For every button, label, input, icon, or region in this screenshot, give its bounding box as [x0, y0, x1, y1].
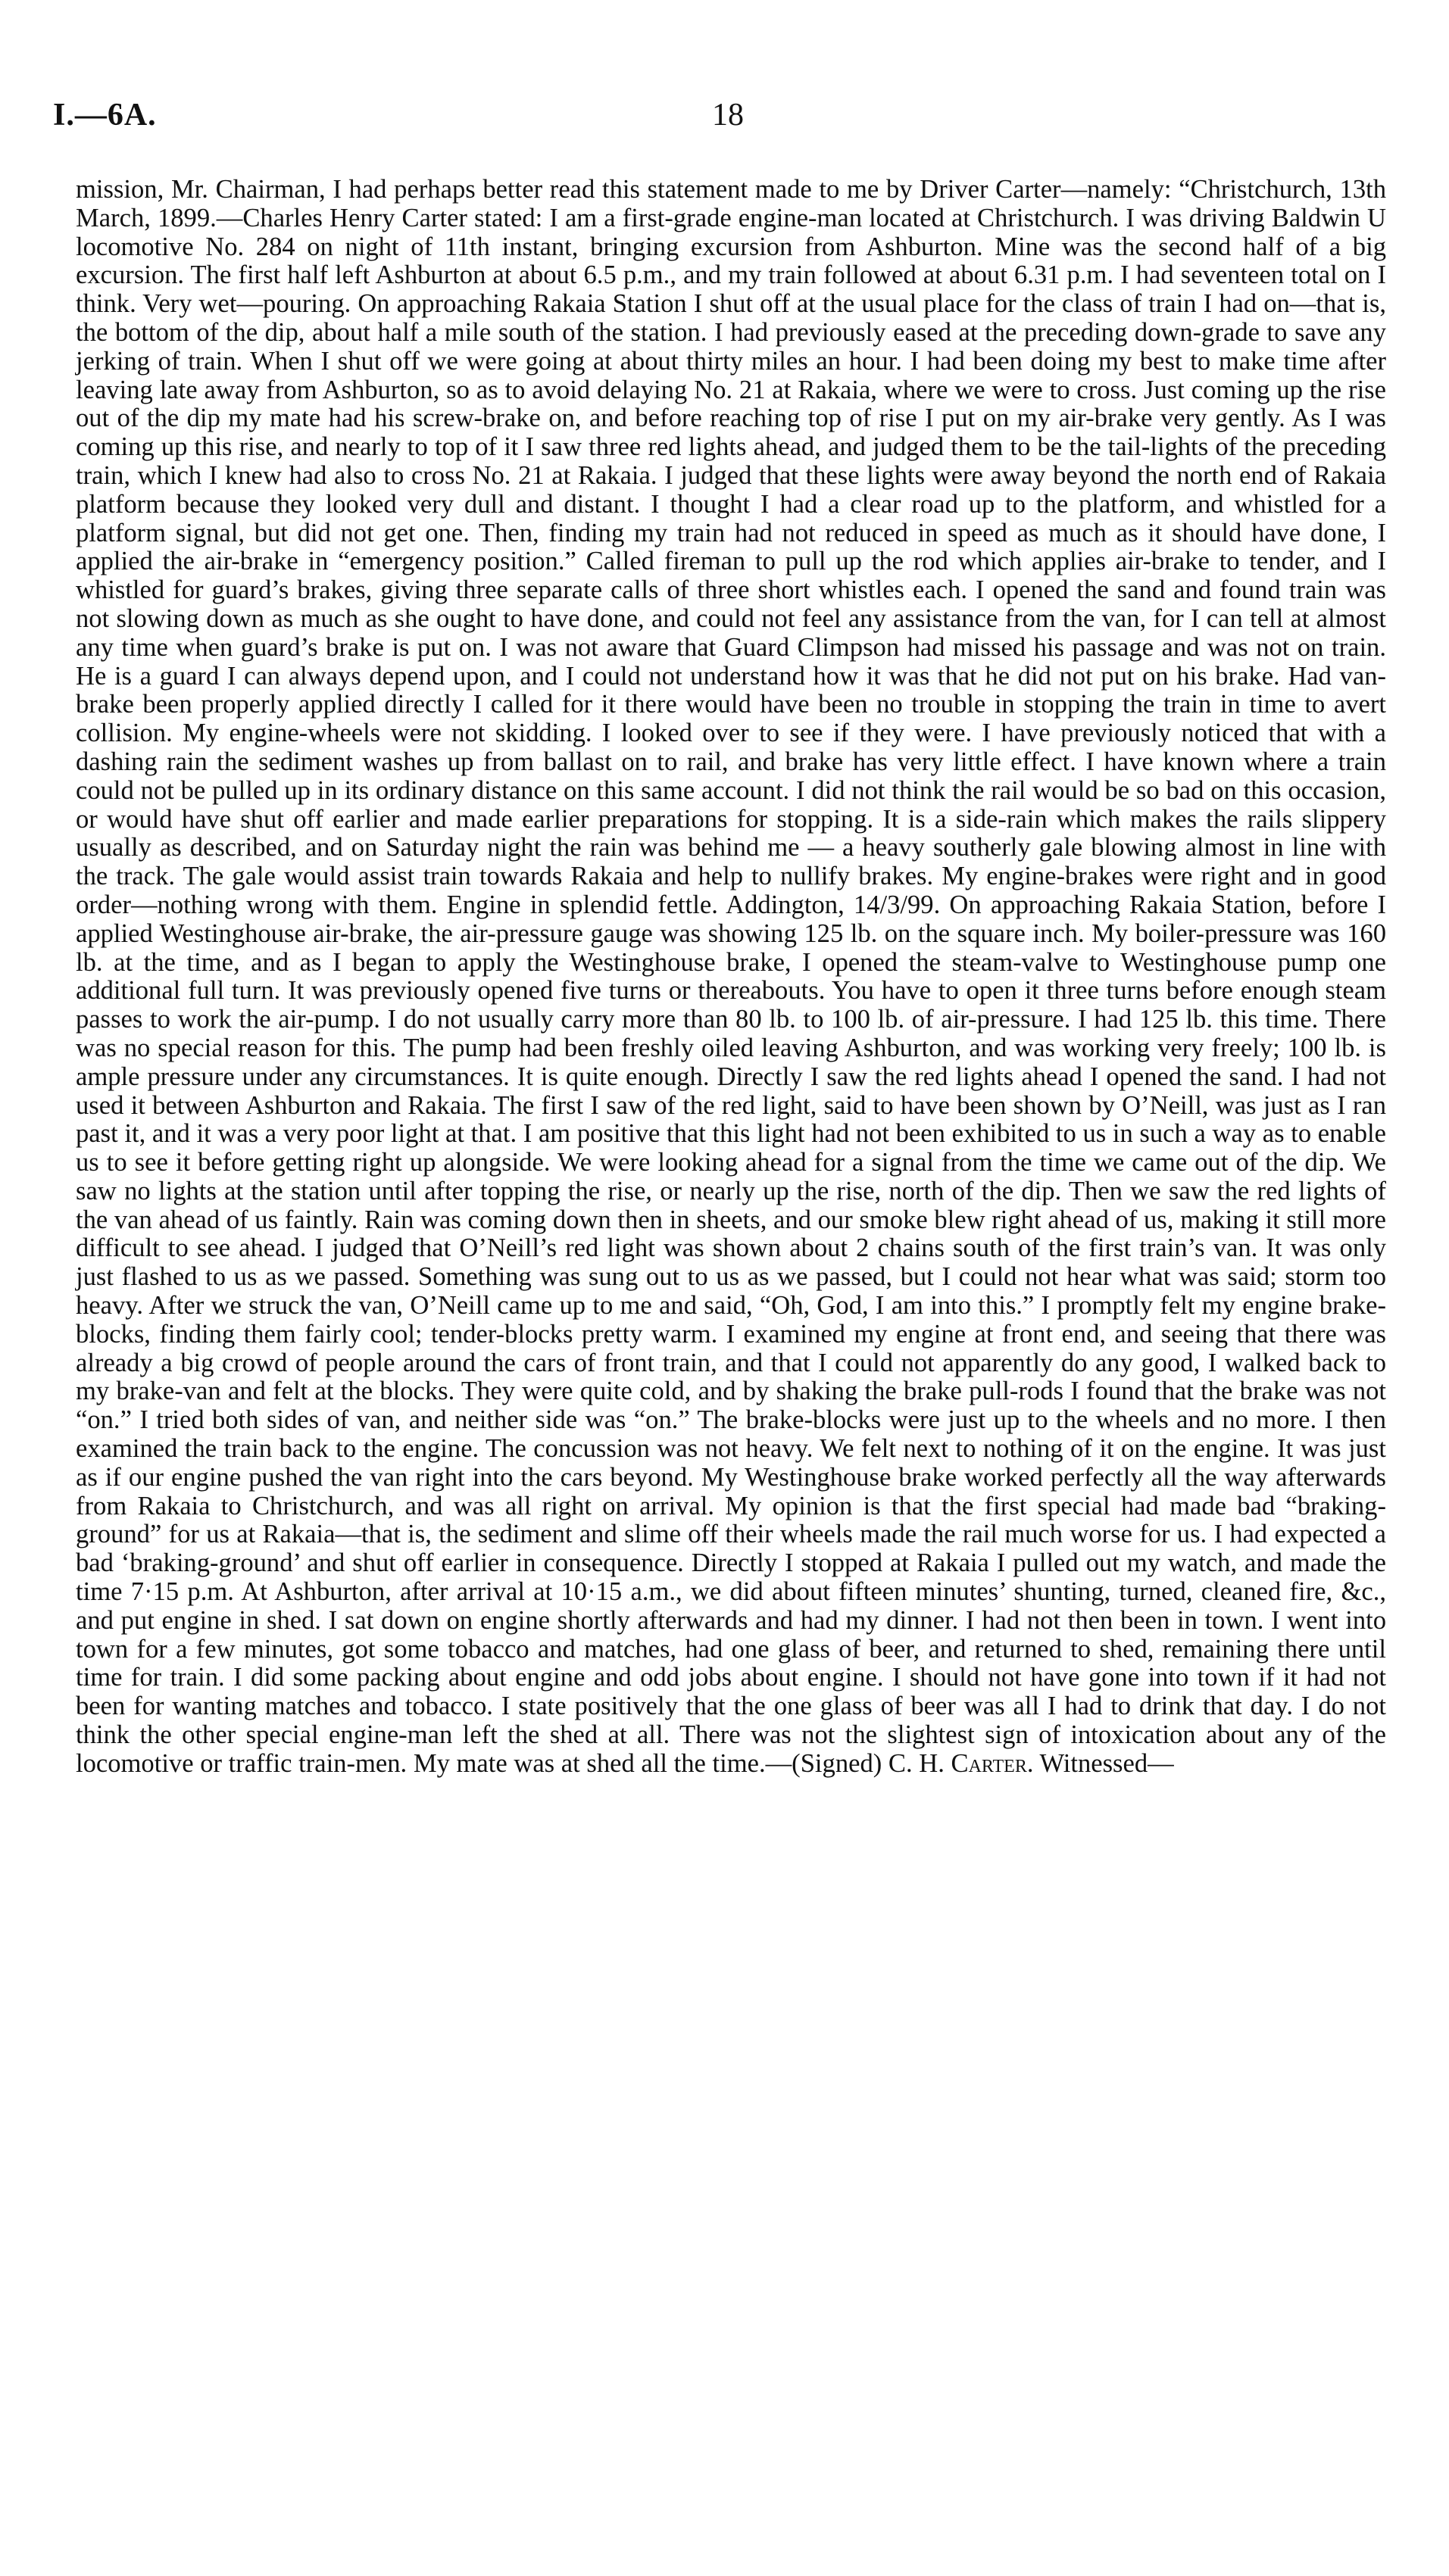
page-number: 18: [712, 98, 744, 133]
page-header: [53, 97, 1386, 142]
body-paragraph: [76, 176, 1386, 1779]
statement-text: mission, Mr. Chairman, I had perhaps better read this statement made to me by Driver Carter—namely: “Christchurch, 13th March, 1899.—Charles Henry Carter stated: I am a first-grade engine-man located at Christchurch. I was driving Baldwin U locomotive No. 284 on night of 11th instant, bringing excursion from Ashburton. Mine was the second half of a big excursion. The first half left Ashburton at about 6.5 p.m., and my train followed at about 6.31 p.m. I had seventeen total on I think. Very wet—pouring. On approaching Rakaia Station I shut off at the usual place for the class of train I had on—that is, the bottom of the dip, about half a mile south of the station. I had previously eased at the preceding down-grade to save any jerking of train. When I shut off we were going at about thirty miles an hour. I had been doing my best to make time after leaving late away from Ashburton, so as to avoid delaying No. 21 at Rakaia, where we were to cross. Just coming up the rise out of the dip my mate had his screw-brake on, and before reaching top of rise I put on my air-brake very gently. As I was coming up this rise, and nearly to top of it I saw three red lights ahead, and judged them to be the tail-lights of the preceding train, which I knew had also to cross No. 21 at Rakaia. I judged that these lights were away beyond the north end of Rakaia platform because they looked very dull and distant. I thought I had a clear road up to the platform, and whistled for a platform signal, but did not get one. Then, finding my train had not reduced in speed as much as it should have done, I applied the air-brake in “emergency position.” Called fireman to pull up the rod which applies air-brake to tender, and I whistled for guard’s brakes, giving three separate calls of three short whistles each. I opened the sand and found train was not slowing down as much as she ought to have done, and could not feel any assistance from the van, for I can tell at almost any time when guard’s brake is put on. I was not aware that Guard Climpson had missed his passage and was not on train. He is a guard I can always depend upon, and I could not understand how it was that he did not put on his brake. Had van-brake been properly applied directly I called for it there would have been no trouble in stopping the train in time to avert collision. My engine-wheels were not skidding. I looked over to see if they were. I have previously noticed that with a dashing rain the sediment washes up from ballast on to rail, and brake has very little effect. I have known where a train could not be pulled up in its ordinary distance on this same account. I did not think the rail would be so bad on this occasion, or would have shut off earlier and made earlier preparations for stopping. It is a side-rain which makes the rails slippery usually as described, and on Saturday night the rain was behind me — a heavy southerly gale blowing almost in line with the track. The gale would assist train towards Rakaia and help to nullify brakes. My engine-brakes were right and in good order—nothing wrong with them. Engine in splendid fettle. Addington, 14/3/99. On approaching Rakaia Station, before I applied Westinghouse air-brake, the air-pressure gauge was showing 125 lb. on the square inch. My boiler-pressure was 160 lb. at the time, and as I began to apply the Westinghouse brake, I opened the steam-valve to Westinghouse pump one additional full turn. It was previously opened five turns or thereabouts. You have to open it three turns before enough steam passes to work the air-pump. I do not usually carry more than 80 lb. to 100 lb. of air-pressure. I had 125 lb. this time. There was no special reason for this. The pump had been freshly oiled leaving Ashburton, and was working very freely; 100 lb. is ample pressure under any circumstances. It is quite enough. Directly I saw the red lights ahead I opened the sand. I had not used it between Ashburton and Rakaia. The first I saw of the red light, said to have been shown by O’Neill, was just as I ran past it, and it was a very poor light at that. I am positive that this light had not been exhibited to us in such a way as to enable us to see it before getting right up alongside. We were looking ahead for a signal from the time we came out of the dip. We saw no lights at the station until after topping the rise, or nearly up the rise, north of the dip. Then we saw the red lights of the van ahead of us faintly. Rain was coming down then in sheets, and our smoke blew right ahead of us, making it still more difficult to see ahead. I judged that O’Neill’s red light was shown about 2 chains south of the first train’s van. It was only just flashed to us as we passed. Something was sung out to us as we passed, but I could not hear what was said; storm too heavy. After we struck the van, O’Neill came up to me and said, “Oh, God, I am into this.” I promptly felt my engine brake-blocks, finding them fairly cool; tender-blocks pretty warm. I examined my engine at front end, and seeing that there was already a big crowd of people around the cars of front train, and that I could not apparently do any good, I walked back to my brake-van and felt at the blocks. They were quite cold, and by shaking the brake pull-rods I found that the brake was not “on.” I tried both sides of van, and neither side was “on.” The brake-blocks were just up to the wheels and no more. I then examined the train back to the engine. The concussion was not heavy. We felt next to nothing of it on the engine. It was just as if our engine pushed the van right into the cars beyond. My Westinghouse brake worked perfectly all the way afterwards from Rakaia to Christchurch, and was all right on arrival. My opinion is that the first special had made bad “braking-ground” for us at Rakaia—that is, the sediment and slime off their wheels made the rail much worse for us. I had expected a bad ‘braking-ground’ and shut off earlier in consequence. Directly I stopped at Rakaia I pulled out my watch, and made the time 7·15 p.m. At Ashburton, after arrival at 10·15 a.m., we did about fifteen minutes’ shunting, turned, cleaned fire, &c., and put engine in shed. I sat down on engine shortly afterwards and had my dinner. I had not then been in town. I went into town for a few minutes, got some tobacco and matches, had one glass of beer, and returned to shed, remaining there until time for train. I did some packing about engine and odd jobs about engine. I should not have gone into town if it had not been for wanting matches and tobacco. I state positively that the one glass of beer was all I had to drink that day. I do not think the other special engine-man left the shed at all. There was not the slightest sign of intoxication about any of the locomotive or traffic train-men. My mate was at shed all the time.—(Signed) C. H.: [76, 175, 1386, 1778]
signature-name: Carter.: [951, 1748, 1034, 1778]
witnessed-text: Witnessed—: [1033, 1748, 1174, 1778]
document-reference: I.—6A.: [53, 98, 157, 133]
